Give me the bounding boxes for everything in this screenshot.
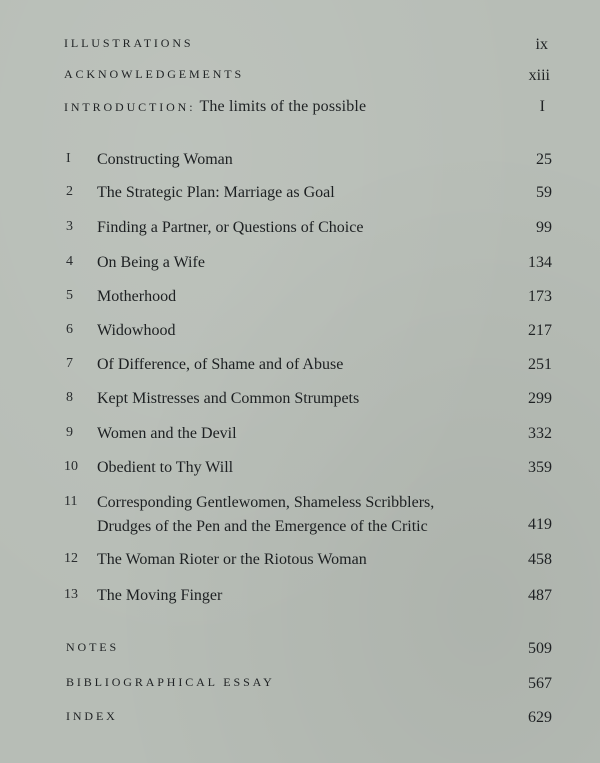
chapter-number: 4 (66, 254, 73, 269)
chapter-title: Obedient to Thy Will (97, 459, 234, 476)
chapter-page: 332 (528, 425, 552, 442)
chapter-title: Women and the Devil (97, 425, 237, 442)
chapter-title: Widowhood (97, 322, 176, 339)
chapter-title: The Strategic Plan: Marriage as Goal (97, 184, 335, 201)
chapter-title: On Being a Wife (97, 254, 205, 271)
chapter-title: Constructing Woman (97, 151, 233, 168)
toc-chapter-8 (0, 390, 600, 412)
chapter-title-line-2: Drudges of the Pen and the Emergence of the Critic (97, 518, 428, 535)
toc-entry-label-caps: INTRODUCTION: (64, 100, 196, 114)
toc-entry-page: I (539, 98, 545, 115)
chapter-title: The Woman Rioter or the Riotous Woman (97, 551, 367, 568)
toc-chapter-7 (0, 356, 600, 378)
toc-chapter-6 (0, 322, 600, 344)
chapter-page: 134 (528, 254, 552, 271)
chapter-number: 6 (66, 322, 73, 337)
chapter-title: Of Difference, of Shame and of Abuse (97, 356, 344, 373)
toc-chapter-5 (0, 288, 600, 310)
toc-chapter-1 (0, 151, 600, 173)
chapter-number: 12 (64, 551, 78, 566)
toc-chapter-12 (0, 551, 600, 573)
toc-chapter-13 (0, 587, 600, 609)
chapter-title (97, 491, 434, 539)
chapter-page: 359 (528, 459, 552, 476)
chapter-number: I (66, 151, 71, 166)
toc-entry-bibliographical-essay (0, 675, 600, 697)
chapter-number: 13 (64, 587, 78, 602)
toc-chapter-4 (0, 254, 600, 276)
chapter-page: 299 (528, 390, 552, 407)
toc-entry-page: xiii (528, 67, 550, 84)
chapter-number: 5 (66, 288, 73, 303)
toc-chapter-10 (0, 459, 600, 481)
toc-chapter-9 (0, 425, 600, 447)
toc-entry-page: 509 (528, 640, 552, 657)
toc-entry-label: INDEX (66, 709, 118, 723)
toc-entry-label: ILLUSTRATIONS (64, 36, 194, 50)
toc-chapter-11 (0, 494, 600, 540)
chapter-title: The Moving Finger (97, 587, 223, 604)
chapter-number: 8 (66, 390, 73, 405)
chapter-number: 7 (66, 356, 73, 371)
chapter-number: 9 (66, 425, 73, 440)
chapter-page: 25 (536, 151, 552, 168)
chapter-number: 11 (64, 494, 78, 509)
toc-entry-introduction (0, 98, 600, 120)
chapter-page: 217 (528, 322, 552, 339)
chapter-number: 3 (66, 219, 73, 234)
toc-chapter-2 (0, 184, 600, 206)
chapter-page: 458 (528, 551, 552, 568)
chapter-page: 487 (528, 587, 552, 604)
chapter-title: Kept Mistresses and Common Strumpets (97, 390, 360, 407)
chapter-page: 173 (528, 288, 552, 305)
toc-entry-label: NOTES (66, 640, 120, 654)
toc-entry-acknowledgements (0, 67, 600, 89)
chapter-title: Finding a Partner, or Questions of Choice (97, 219, 364, 236)
chapter-title-line-1: Corresponding Gentlewomen, Shameless Scribblers, (97, 494, 435, 511)
toc-entry-notes (0, 640, 600, 662)
toc-entry-page: 567 (528, 675, 552, 692)
toc-entry-page: ix (535, 36, 548, 53)
chapter-number: 2 (66, 184, 73, 199)
chapter-number: 10 (64, 459, 78, 474)
toc-entry-label: BIBLIOGRAPHICAL ESSAY (66, 675, 275, 689)
toc-entry-subtitle: The limits of the possible (199, 98, 367, 115)
chapter-page: 59 (536, 184, 552, 201)
chapter-title: Motherhood (97, 288, 177, 305)
chapter-page: 251 (528, 356, 552, 373)
toc-entry-illustrations (0, 36, 600, 58)
toc-entry-label: ACKNOWLEDGEMENTS (64, 67, 245, 81)
toc-entry-index (0, 709, 600, 731)
chapter-page: 99 (536, 219, 552, 236)
chapter-page: 419 (528, 516, 552, 533)
toc-entry-label (64, 98, 366, 116)
toc-entry-page: 629 (528, 709, 552, 726)
toc-chapter-3 (0, 219, 600, 241)
